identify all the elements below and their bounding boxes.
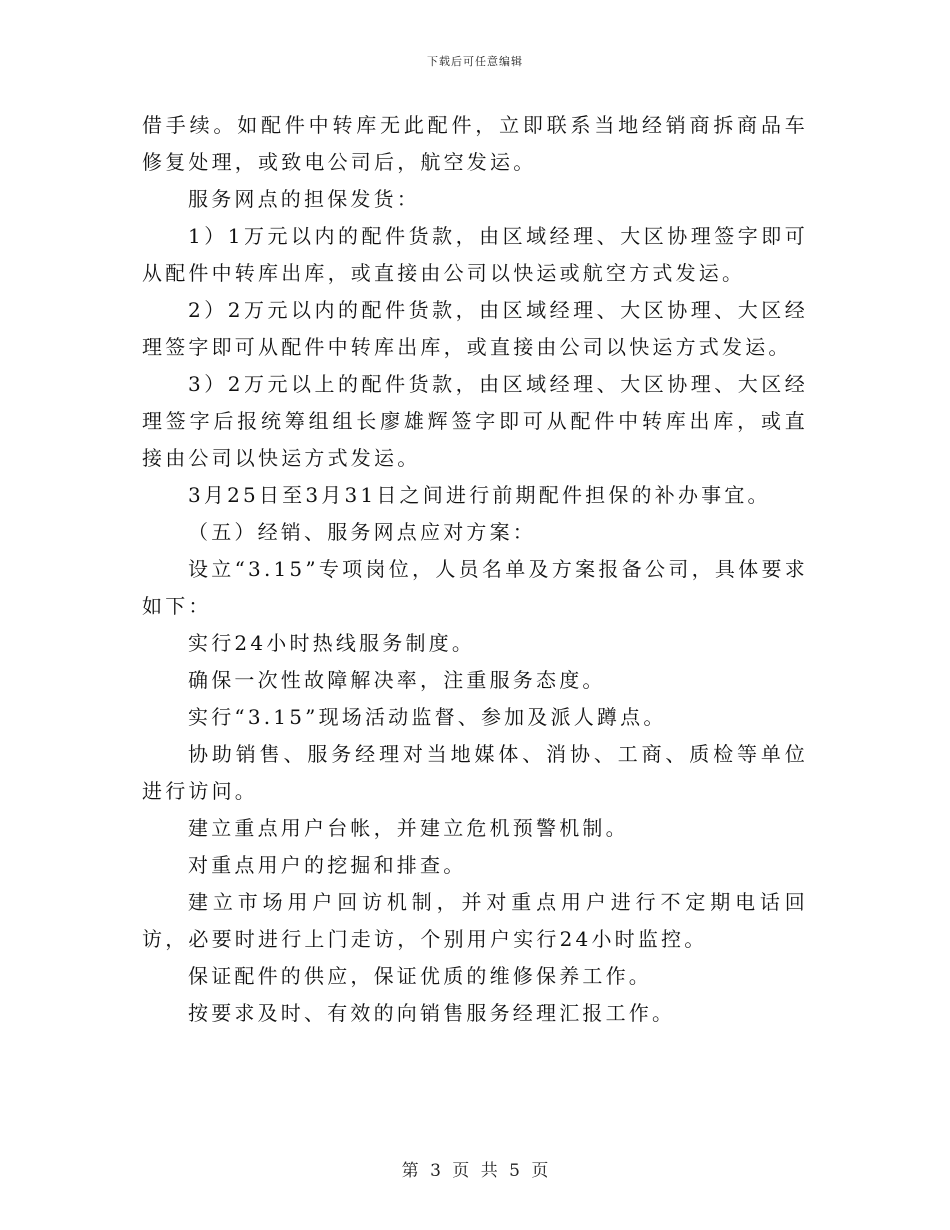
paragraph: 协助销售、服务经理对当地媒体、消协、工商、质检等单位进行访问。 [142, 742, 808, 803]
paragraph: 3月25日至3月31日之间进行前期配件担保的补办事宜。 [188, 483, 771, 507]
paragraph: 按要求及时、有效的向销售服务经理汇报工作。 [188, 1001, 676, 1025]
page-number-footer: 第 3 页 共 5 页 [401, 1161, 549, 1181]
paragraph: 服务网点的担保发货： [188, 187, 420, 211]
paragraph: 保证配件的供应，保证优质的维修保养工作。 [188, 964, 652, 988]
paragraph: 借手续。如配件中转库无此配件，立即联系当地经销商拆商品车修复处理，或致电公司后，航空发运。 [142, 113, 808, 174]
paragraph: 实行“3.15”现场活动监督、参加及派人蹲点。 [188, 705, 667, 729]
document-body [142, 107, 808, 1032]
paragraph: 建立市场用户回访机制，并对重点用户进行不定期电话回访，必要时进行上门走访，个别用户实行24小时监控。 [142, 890, 808, 951]
paragraph: 实行24小时热线服务制度。 [188, 631, 476, 655]
paragraph: 2）2万元以内的配件货款，由区域经理、大区协理、大区经理签字即可从配件中转库出库，或直接由公司以快运方式发运。 [142, 298, 808, 359]
paragraph: 1）1万元以内的配件货款，由区域经理、大区协理签字即可从配件中转库出库，或直接由公司以快运或航空方式发运。 [142, 224, 808, 285]
paragraph: 3）2万元以上的配件货款，由区域经理、大区协理、大区经理签字后报统筹组组长廖雄辉签字即可从配件中转库出库，或直接由公司以快运方式发运。 [142, 372, 808, 470]
paragraph: 确保一次性故障解决率，注重服务态度。 [188, 668, 606, 692]
page-header: 下载后可任意编辑 [427, 55, 523, 68]
paragraph: 对重点用户的挖掘和排查。 [188, 853, 467, 877]
paragraph: 设立“3.15”专项岗位，人员名单及方案报备公司，具体要求如下： [142, 557, 808, 618]
section-heading: （五）经销、服务网点应对方案： [188, 520, 536, 544]
paragraph: 建立重点用户台帐，并建立危机预警机制。 [188, 816, 629, 840]
